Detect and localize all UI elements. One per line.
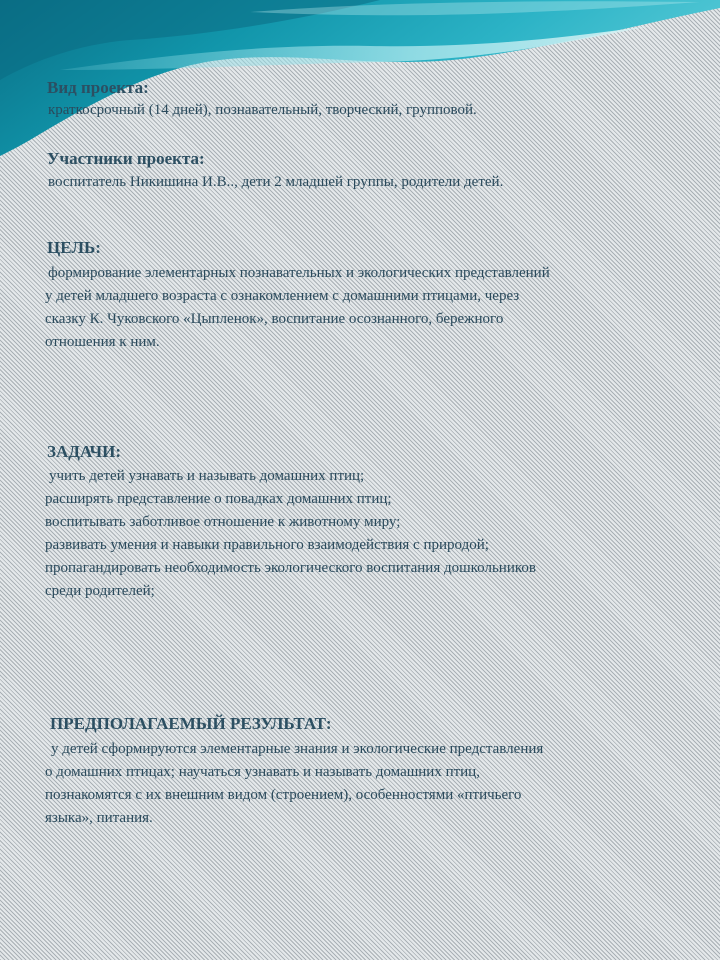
task-line: развивать умения и навыки правильного взаимодействия с природой; [45, 537, 489, 553]
project-type-heading: Вид проекта: [47, 78, 149, 97]
participants-line: воспитатель Никишина И.В.., дети 2 младшей группы, родители детей. [48, 174, 504, 190]
result-text [45, 738, 675, 830]
task-line: среди родителей; [45, 583, 155, 599]
result-line: языка», питания. [45, 810, 153, 826]
project-type-text [48, 99, 678, 122]
goal-text [45, 262, 675, 354]
task-line: расширять представление о повадках домашних птиц; [45, 491, 392, 507]
participants-heading: Участники проекта: [47, 149, 205, 168]
task-line: учить детей узнавать и называть домашних птиц; [49, 468, 365, 484]
project-type-line: краткосрочный (14 дней), познавательный, творческий, групповой. [48, 102, 477, 118]
result-line: о домашних птицах; научаться узнавать и называть домашних птиц, [45, 764, 480, 780]
tasks-heading: ЗАДАЧИ: [47, 442, 122, 461]
task-line: воспитывать заботливое отношение к животному миру; [45, 514, 401, 530]
goal-line: сказку К. Чуковского «Цыпленок», воспитание осознанного, бережного [45, 311, 504, 327]
goal-heading: ЦЕЛЬ: [47, 238, 101, 257]
goal-line: отношения к ним. [45, 334, 160, 350]
result-heading: ПРЕДПОЛАГАЕМЫЙ РЕЗУЛЬТАТ: [50, 714, 332, 733]
participants-text [48, 171, 678, 194]
goal-line: у детей младшего возраста с ознакомлением с домашними птицами, через [45, 288, 520, 304]
tasks-text [45, 465, 675, 603]
result-line: у детей сформируются элементарные знания и экологические представления [51, 741, 544, 757]
result-line: познакомятся с их внешним видом (строением), особенностями «птичьего [45, 787, 522, 803]
goal-line: формирование элементарных познавательных и экологических представлений [48, 265, 550, 281]
task-line: пропагандировать необходимость экологического воспитания дошкольников [45, 560, 536, 576]
